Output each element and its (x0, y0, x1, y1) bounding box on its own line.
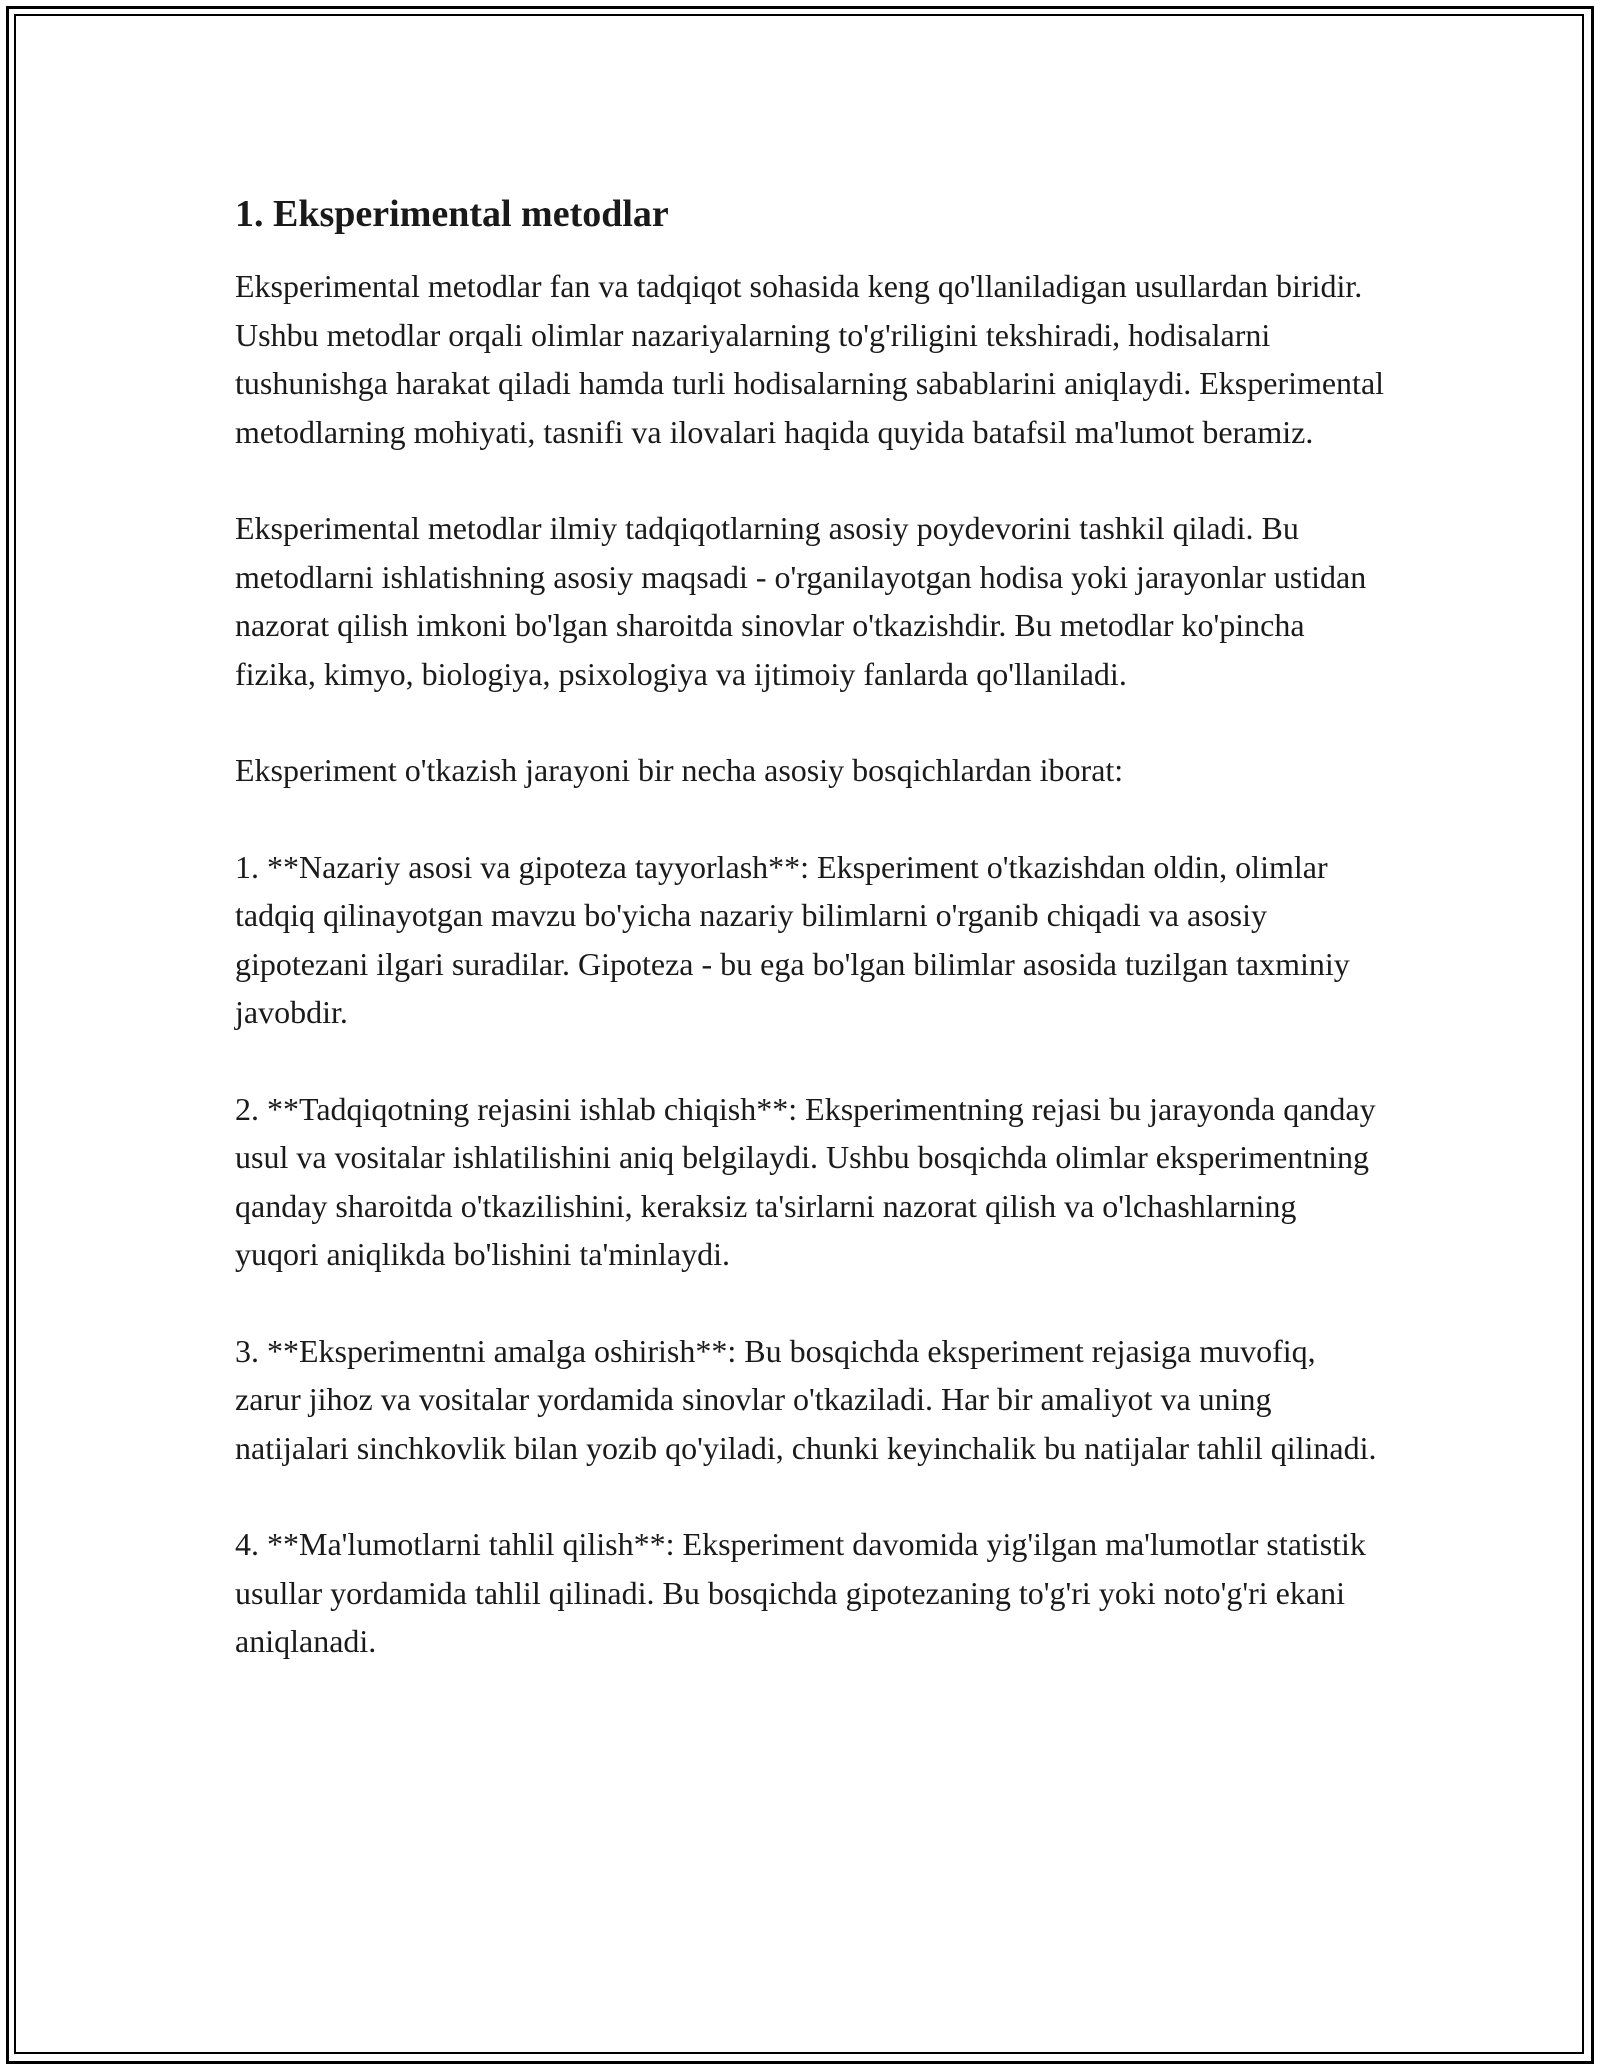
body-paragraph: Eksperimental metodlar ilmiy tadqiqotlarning asosiy poydevorini tashkil qiladi. Bu metodlarni ishlatishning asosiy maqsadi - o'rganilayotgan hodisa yoki jarayonlar ustidan nazorat qilish imkoni bo'lgan sharoitda sinovlar o'tkazishdir. Bu metodlar ko'pincha fizika, kimyo, biologiya, psixologiya va ijtimoiy fanlarda qo'llaniladi. (235, 510, 1367, 692)
step-3-paragraph: 3. **Eksperimentni amalga oshirish**: Bu bosqichda eksperiment rejasiga muvofiq, zarur jihoz va vositalar yordamida sinovlar o'tkaziladi. Har bir amaliyot va uning natijalari sinchkovlik bilan yozib qo'yiladi, chunki keyinchalik bu natijalar tahlil qilinadi. (235, 1332, 1377, 1466)
steps-intro-paragraph: Eksperiment o'tkazish jarayoni bir necha asosiy bosqichlardan iborat: (235, 752, 1124, 788)
intro-paragraph: Eksperimental metodlar fan va tadqiqot sohasida keng qo'llaniladigan usullardan biridir. Ushbu metodlar orqali olimlar nazariyalarning to'g'riligini tekshiradi, hodisalarni tushunishga harakat qiladi hamda turli hodisalarning sabablarini aniqlaydi. Eksperimental metodlarning mohiyati, tasnifi va ilovalari haqida quyida batafsil ma'lumot beramiz. (235, 268, 1385, 450)
section-heading: 1. Eksperimental metodlar (235, 193, 669, 235)
step-1-paragraph: 1. **Nazariy asosi va gipoteza tayyorlash**: Eksperiment o'tkazishdan oldin, olimlar tadqiq qilinayotgan mavzu bo'yicha nazariy bilimlarni o'rganib chiqadi va asosiy gipotezani ilgari suradilar. Gipoteza - bu ega bo'lgan bilimlar asosida tuzilgan taxminiy javobdir. (235, 848, 1350, 1030)
document-body (235, 186, 1385, 1666)
step-2-paragraph: 2. **Tadqiqotning rejasini ishlab chiqish**: Eksperimentning rejasi bu jarayonda qanday usul va vositalar ishlatilishini aniq belgilaydi. Ushbu bosqichda olimlar eksperimentning qanday sharoitda o'tkazilishini, keraksiz ta'sirlarni nazorat qilish va o'lchashlarning yuqori aniqlikda bo'lishini ta'minlaydi. (235, 1090, 1376, 1272)
step-4-paragraph: 4. **Ma'lumotlarni tahlil qilish**: Eksperiment davomida yig'ilgan ma'lumotlar statistik usullar yordamida tahlil qilinadi. Bu bosqichda gipotezaning to'g'ri yoki noto'g'ri ekani aniqlanadi. (235, 1526, 1366, 1659)
